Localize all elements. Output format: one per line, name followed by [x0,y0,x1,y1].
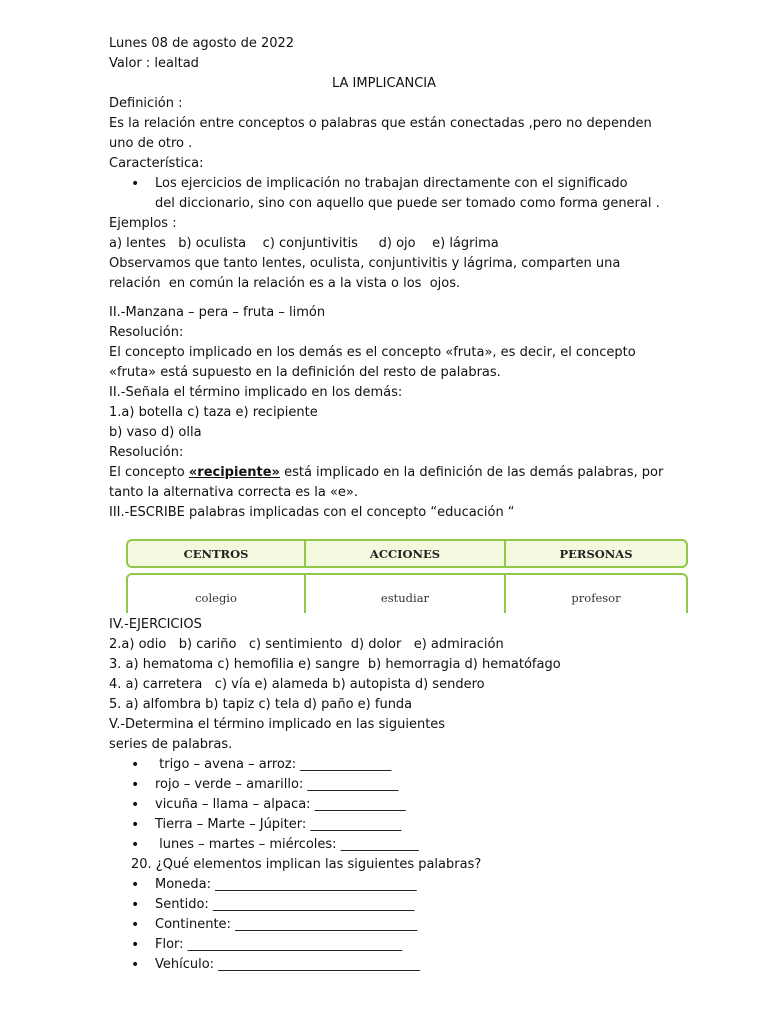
list-item: • Sentido: _______________________________ [109,895,709,915]
characteristic-bullet: • Los ejercicios de implicación no trabajan directamente con el significado [109,174,709,194]
examples-observation-2: relación en común la relación es a la vista o los ojos. [109,276,461,291]
section5-title-1: V.-Determina el término implicado en las siguientes [109,717,446,732]
section2b-resolution-label: Resolución: [109,445,184,460]
section20-title: 20. ¿Qué elementos implican las siguientes palabras? [131,857,482,872]
list-item: • lunes – martes – miércoles: ____________ [109,835,709,855]
section2b-options-2: b) vaso d) olla [109,425,202,440]
value-line: Valor : lealtad [109,56,199,71]
section4-title: IV.-EJERCICIOS [109,617,202,632]
section2b-resolution-1 [109,463,709,483]
resolution-text-cont: está implicado en la definición de las demás palabras, por [279,465,664,480]
highlighted-term: «recipiente» [188,465,280,480]
education-table [126,533,692,615]
page-title: LA IMPLICANCIA [331,76,437,91]
characteristic-label: Característica: [109,156,204,171]
definition-label: Definición : [109,96,183,111]
table-header-row [126,539,688,568]
examples-options: a) lentes b) oculista c) conjuntivitis d) ojo e) lágrima [109,236,499,251]
definition-text-2: uno de otro . [109,136,193,151]
table-header-cell: ACCIONES [304,541,504,566]
table-header-cell: PERSONAS [504,541,686,566]
table-row [126,573,688,613]
exercise-item: 3. a) hematoma c) hemofilia e) sangre b) hemorragia d) hematófago [109,657,561,672]
section2a-title: II.-Manzana – pera – fruta – limón [109,305,326,320]
section2b-options-1: 1.a) botella c) taza e) recipiente [109,405,318,420]
section5-title-2: series de palabras. [109,737,233,752]
examples-observation-1: Observamos que tanto lentes, oculista, conjuntivitis y lágrima, comparten una [109,256,621,271]
section2a-resolution-1: El concepto implicado en los demás es el concepto «fruta», es decir, el concepto [109,345,636,360]
section2a-resolution-label: Resolución: [109,325,184,340]
section2b-resolution-2: tanto la alternativa correcta es la «e». [109,485,358,500]
list-item: • Vehículo: _______________________________ [109,955,709,975]
list-item: • vicuña – llama – alpaca: ______________ [109,795,709,815]
list-item: • Moneda: _______________________________ [109,875,709,895]
characteristic-bullet-cont: del diccionario, sino con aquello que puede ser tomado como forma general . [155,196,660,211]
exercise-item: 2.a) odio b) cariño c) sentimiento d) dolor e) admiración [109,637,504,652]
list-item: • trigo – avena – arroz: ______________ [109,755,709,775]
date-line: Lunes 08 de agosto de 2022 [109,36,295,51]
list-item: • Flor: _________________________________ [109,935,709,955]
section3-title: III.-ESCRIBE palabras implicadas con el concepto “educación “ [109,505,515,520]
list-item: • rojo – verde – amarillo: ______________ [109,775,709,795]
section2a-resolution-2: «fruta» está supuesto en la definición del resto de palabras. [109,365,501,380]
definition-text-1: Es la relación entre conceptos o palabras que están conectadas ,pero no dependen [109,116,652,131]
list-item: • Continente: ____________________________ [109,915,709,935]
table-header-cell: CENTROS [183,546,249,561]
resolution-text: El concepto [109,465,189,480]
table-cell: colegio [195,591,237,605]
document-page [109,34,709,975]
exercise-item: 5. a) alfombra b) tapiz c) tela d) paño e) funda [109,697,413,712]
exercise-item: 4. a) carretera c) vía e) alameda b) autopista d) sendero [109,677,485,692]
table-cell: estudiar [304,575,504,613]
examples-label: Ejemplos : [109,216,177,231]
table-cell: profesor [504,575,686,613]
list-item: • Tierra – Marte – Júpiter: ______________ [109,815,709,835]
section2b-title: II.-Señala el término implicado en los demás: [109,385,403,400]
